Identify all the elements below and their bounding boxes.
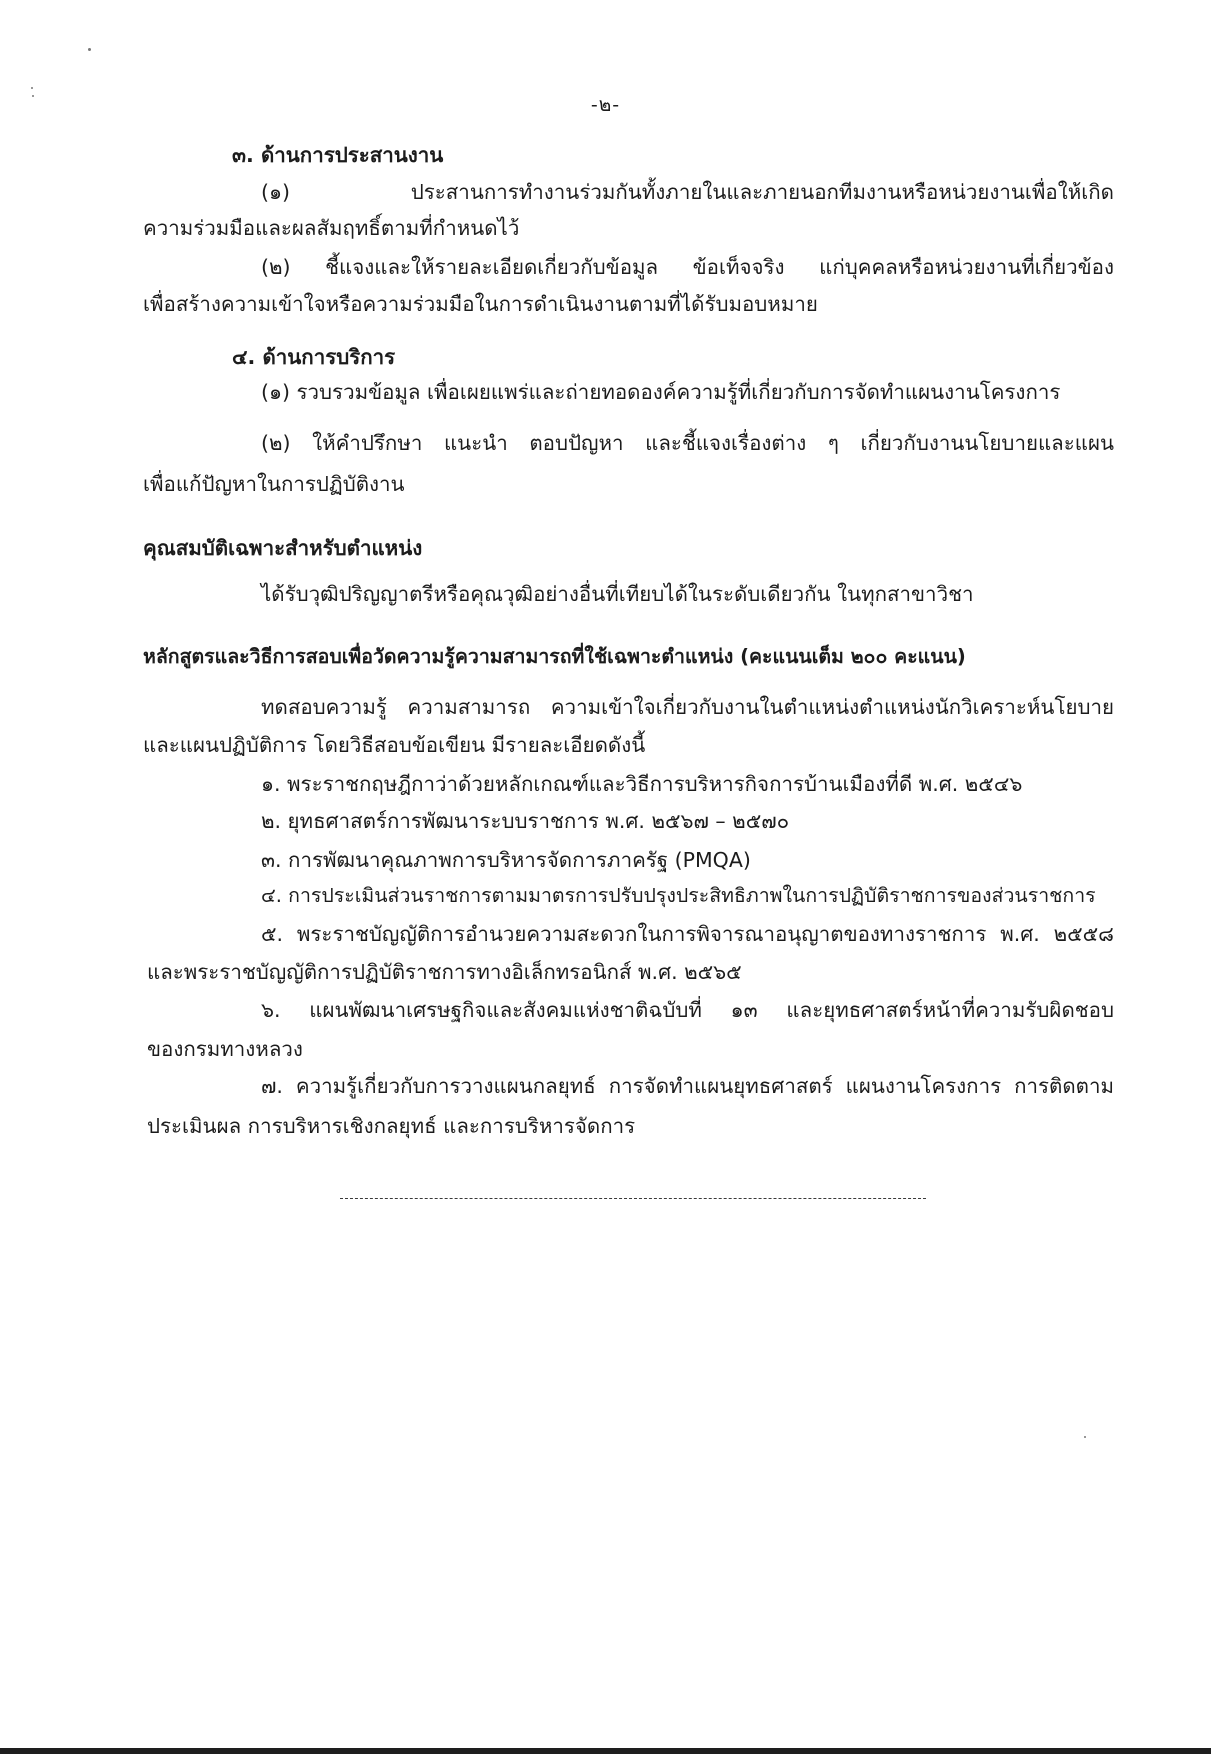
service-item-2-line-1: (๒) ให้คำปรึกษา แนะนำ ตอบปัญหา และชี้แจงเรื่องต่าง ๆ เกี่ยวกับงานนโยบายและแผน [261,431,1114,455]
section-heading-service: ๔. ด้านการบริการ [232,345,396,369]
exam-item-3: ๓. การพัฒนาคุณภาพการบริหารจัดการภาครัฐ (PMQA) [261,848,751,872]
exam-item-5-line-2: และพระราชบัญญัติการปฏิบัติราชการทางอิเล็กทรอนิกส์ พ.ศ. ๒๕๖๕ [147,960,742,984]
service-item-2-line-2: เพื่อแก้ปัญหาในการปฏิบัติงาน [143,472,405,496]
coordination-item-2-line-1: (๒) ชี้แจงและให้รายละเอียดเกี่ยวกับข้อมูล ข้อเท็จจริง แก่บุคคลหรือหน่วยงานที่เกี่ยวข้อง [261,255,1114,279]
service-item-1-line-1: (๑) รวบรวมข้อมูล เพื่อเผยแพร่และถ่ายทอดองค์ความรู้ที่เกี่ยวกับการจัดทำแผนงานโครงการ [261,380,1061,404]
end-divider [340,1198,926,1199]
exam-item-6-line-2: ของกรมทางหลวง [147,1037,303,1061]
exam-item-7-line-2: ประเมินผล การบริหารเชิงกลยุทธ์ และการบริหารจัดการ [147,1114,636,1138]
exam-intro-line-2: และแผนปฏิบัติการ โดยวิธีสอบข้อเขียน มีรายละเอียดดังนี้ [143,733,646,757]
exam-item-6-line-1: ๖. แผนพัฒนาเศรษฐกิจและสังคมแห่งชาติฉบับที่ ๑๓ และยุทธศาสตร์หน้าที่ความรับผิดชอบ [261,998,1114,1022]
scan-speck [31,87,33,89]
coordination-item-2-line-2: เพื่อสร้างความเข้าใจหรือความร่วมมือในการดำเนินงานตามที่ได้รับมอบหมาย [143,292,818,316]
exam-item-5-line-1: ๕. พระราชบัญญัติการอำนวยความสะดวกในการพิจารณาอนุญาตของทางราชการ พ.ศ. ๒๕๕๘ [261,922,1114,946]
section-heading-coordination: ๓. ด้านการประสานงาน [232,143,444,167]
exam-intro-line-1: ทดสอบความรู้ ความสามารถ ความเข้าใจเกี่ยวกับงานในตำแหน่งตำแหน่งนักวิเคราะห์นโยบาย [261,695,1114,719]
qualification-heading: คุณสมบัติเฉพาะสำหรับตำแหน่ง [143,536,423,560]
coordination-item-1-line-2: ความร่วมมือและผลสัมฤทธิ์ตามที่กำหนดไว้ [143,216,520,240]
exam-heading: หลักสูตรและวิธีการสอบเพื่อวัดความรู้ความสามารถที่ใช้เฉพาะตำแหน่ง (คะแนนเต็ม ๒๐๐ คะแนน) [143,645,966,668]
page-number: -๒- [590,94,621,116]
coordination-item-1-line-1: (๑) ประสานการทำงานร่วมกันทั้งภายในและภายนอกทีมงานหรือหน่วยงานเพื่อให้เกิด [261,180,1114,204]
scan-speck [1084,1436,1086,1438]
exam-item-7-line-1: ๗. ความรู้เกี่ยวกับการวางแผนกลยุทธ์ การจัดทำแผนยุทธศาสตร์ แผนงานโครงการ การติดตาม [261,1074,1114,1098]
scan-speck [88,48,91,51]
qualification-text: ได้รับวุฒิปริญญาตรีหรือคุณวุฒิอย่างอื่นที่เทียบได้ในระดับเดียวกัน ในทุกสาขาวิชา [261,582,974,606]
exam-item-1: ๑. พระราชกฤษฎีกาว่าด้วยหลักเกณฑ์และวิธีการบริหารกิจการบ้านเมืองที่ดี พ.ศ. ๒๕๔๖ [261,772,1023,796]
scan-bottom-edge [0,1748,1211,1754]
exam-item-4: ๔. การประเมินส่วนราชการตามมาตรการปรับปรุงประสิทธิภาพในการปฏิบัติราชการของส่วนราชการ [261,884,1096,907]
exam-item-2: ๒. ยุทธศาสตร์การพัฒนาระบบราชการ พ.ศ. ๒๕๖๗ – ๒๕๗๐ [261,809,790,833]
